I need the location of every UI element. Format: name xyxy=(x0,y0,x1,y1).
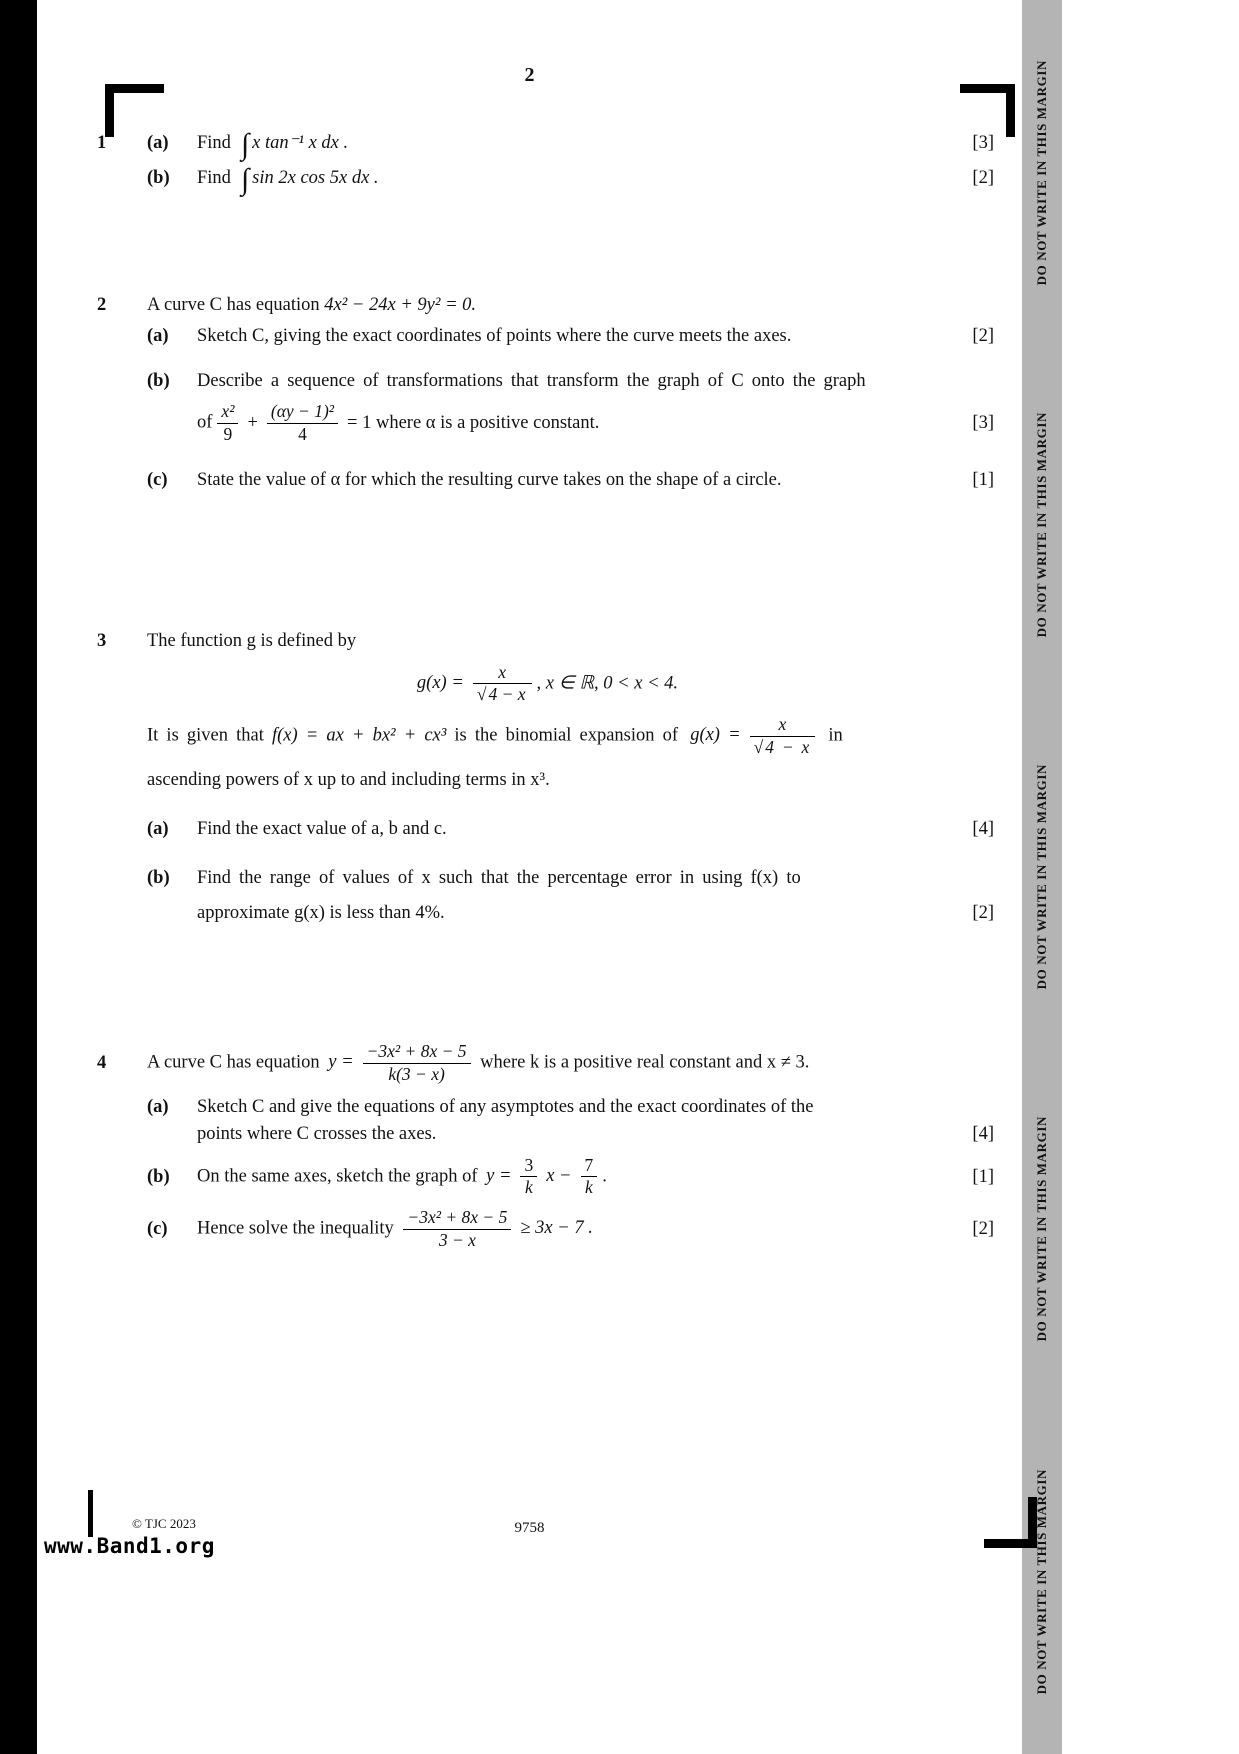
q4-part-c xyxy=(97,1208,994,1250)
math-expression: 4x² − 24x + 9y² = 0. xyxy=(324,295,477,315)
text-run: in xyxy=(820,725,843,746)
radical-sign: √ xyxy=(476,684,487,705)
radical-sign: √ xyxy=(753,736,764,757)
part-label: (c) xyxy=(147,1218,168,1239)
radicand: 4 − x xyxy=(765,736,810,757)
part-text xyxy=(197,1208,948,1250)
equation xyxy=(197,402,948,444)
margin-warning-text: DO NOT WRITE IN THIS MARGIN xyxy=(1034,1116,1049,1342)
question-3 xyxy=(97,628,994,926)
numerator: x² xyxy=(217,402,238,424)
denominator: 3 − x xyxy=(438,1229,476,1250)
q2-intro xyxy=(97,292,994,319)
part-text xyxy=(197,162,948,196)
part-label: (a) xyxy=(147,133,169,153)
q3-part-b-line1 xyxy=(97,865,994,892)
part-text xyxy=(197,128,948,161)
math-expression: sin 2x cos 5x dx . xyxy=(252,167,379,188)
marks: [3] xyxy=(972,133,994,153)
marks: [2] xyxy=(972,1218,994,1239)
intro-text xyxy=(147,1042,994,1084)
denominator: 4 xyxy=(298,424,307,445)
copyright: © TJC 2023 xyxy=(132,1516,196,1531)
denominator: k(3 − x) xyxy=(388,1063,445,1084)
text-run: A curve C has equation xyxy=(147,1052,325,1073)
q4-part-a-line1 xyxy=(97,1094,994,1121)
part-text: Find the exact value of a, b and c. xyxy=(197,819,447,839)
part-label: (a) xyxy=(147,1097,169,1118)
fraction xyxy=(267,402,338,444)
q4-part-b xyxy=(97,1156,994,1198)
numerator: −3x² + 8x − 5 xyxy=(363,1042,471,1064)
crop-mark-top-left xyxy=(105,84,164,137)
part-text: Sketch C and give the equations of any asymptotes and the exact coordinates of the xyxy=(197,1097,814,1118)
part-text: approximate g(x) is less than 4%. xyxy=(197,902,445,923)
question-1 xyxy=(97,128,994,196)
part-label: (b) xyxy=(147,867,170,888)
lhs: g(x) = xyxy=(690,725,741,746)
fraction xyxy=(473,663,532,705)
numerator: −3x² + 8x − 5 xyxy=(403,1208,511,1230)
text-run: It is given that xyxy=(147,725,272,746)
question-number: 2 xyxy=(97,295,107,315)
math-expression: x − xyxy=(546,1166,572,1187)
denominator xyxy=(750,737,816,758)
part-label: (a) xyxy=(147,819,169,839)
denominator: k xyxy=(524,1177,533,1198)
q2-part-c xyxy=(97,467,994,494)
q3-intro xyxy=(97,628,994,655)
paragraph: ascending powers of x up to and including terms in x³. xyxy=(147,770,550,791)
math-expression: f(x) = ax + bx² + cx³ xyxy=(271,725,447,746)
crop-mark-bottom-right xyxy=(984,1497,1037,1548)
part-label: (b) xyxy=(147,370,170,391)
numerator: x xyxy=(473,663,532,685)
q1-part-b xyxy=(97,162,994,196)
paragraph xyxy=(147,715,994,757)
question-number: 3 xyxy=(97,631,107,651)
question-number: 4 xyxy=(97,1052,107,1073)
text-run: Hence solve the inequality xyxy=(197,1218,399,1239)
part-label: (b) xyxy=(147,167,170,188)
part-label: (a) xyxy=(147,325,169,346)
lhs: y = xyxy=(328,1052,354,1073)
text-run: . xyxy=(602,1166,607,1187)
text-run: On the same axes, sketch the graph of xyxy=(197,1166,483,1187)
part-label: (c) xyxy=(147,469,168,490)
operator: + xyxy=(247,412,258,433)
q4-part-a-line2 xyxy=(97,1121,994,1148)
fraction xyxy=(750,715,816,757)
text-run: A curve C has equation xyxy=(147,295,325,315)
marks: [1] xyxy=(972,1166,994,1187)
condition: , x ∈ ℝ, 0 < x < 4. xyxy=(536,673,679,694)
math-expression: x tan⁻¹ x dx . xyxy=(252,133,349,153)
paper-code: 9758 xyxy=(514,1520,545,1536)
numerator: 7 xyxy=(581,1156,598,1178)
fraction xyxy=(520,1156,537,1198)
page-number: 2 xyxy=(524,64,535,86)
marks: [4] xyxy=(972,1124,994,1144)
marks: [2] xyxy=(972,325,994,346)
lhs: g(x) = xyxy=(416,673,464,694)
part-text: Find the range of values of x such that the percentage error in using f(x) to xyxy=(197,867,801,888)
q3-part-b-line2 xyxy=(97,900,994,927)
part-label: (b) xyxy=(147,1166,170,1187)
lhs: y = xyxy=(486,1166,512,1187)
part-text: Sketch C, giving the exact coordinates of points where the curve meets the axes. xyxy=(197,325,792,346)
math-expression: = 1 where α is a positive constant. xyxy=(347,412,600,433)
q1-part-a xyxy=(97,128,994,161)
question-number: 1 xyxy=(97,133,107,153)
part-text xyxy=(197,1156,948,1198)
numerator: (αy − 1)² xyxy=(267,402,338,424)
margin-warning-text: DO NOT WRITE IN THIS MARGIN xyxy=(1034,764,1049,990)
q3-paragraph-line1 xyxy=(97,715,994,757)
fraction xyxy=(581,1156,598,1198)
right-margin-stripe xyxy=(1022,0,1062,1754)
integral-sign: ∫ xyxy=(240,128,250,161)
marks: [2] xyxy=(972,167,994,188)
text-run: is the binomial expansion of xyxy=(446,725,687,746)
intro-text xyxy=(147,292,994,319)
margin-warning-text: DO NOT WRITE IN THIS MARGIN xyxy=(1034,412,1049,638)
text-run: where k is a positive real constant and x ≠ 3. xyxy=(475,1052,810,1073)
denominator: 9 xyxy=(223,424,233,445)
question-4 xyxy=(97,1042,994,1250)
denominator: k xyxy=(585,1177,593,1198)
marks: [1] xyxy=(972,469,994,490)
q2-part-b-equation xyxy=(97,402,994,444)
marks: [3] xyxy=(972,413,994,434)
denominator xyxy=(473,684,532,705)
watermark: www.Band1.org xyxy=(44,1534,215,1558)
q2-part-b-line1 xyxy=(97,368,994,395)
part-text: Describe a sequence of transformations that transform the graph of C onto the graph xyxy=(197,370,866,391)
part-text: points where C crosses the axes. xyxy=(197,1124,437,1144)
q4-intro xyxy=(97,1042,994,1084)
intro-text: The function g is defined by xyxy=(147,631,357,651)
part-text: State the value of α for which the resulting curve takes on the shape of a circle. xyxy=(197,469,782,490)
numerator: x xyxy=(750,715,816,737)
integral-sign: ∫ xyxy=(240,162,250,196)
text-run: Find xyxy=(197,167,231,188)
left-binding-bar xyxy=(0,0,37,1754)
marks: [4] xyxy=(972,819,994,839)
fraction xyxy=(217,402,238,444)
question-2 xyxy=(97,292,994,493)
radicand: 4 − x xyxy=(488,684,526,705)
q3-paragraph-line2 xyxy=(97,767,994,794)
margin-warning-text: DO NOT WRITE IN THIS MARGIN xyxy=(1034,60,1049,286)
q3-part-a xyxy=(97,816,994,843)
fraction xyxy=(403,1208,511,1250)
marks: [2] xyxy=(972,902,994,923)
margin-warning-text: DO NOT WRITE IN THIS MARGIN xyxy=(1034,1468,1049,1694)
page-body xyxy=(37,0,1022,1754)
math-expression: ≥ 3x − 7 . xyxy=(520,1218,593,1239)
crop-mark-bottom-left xyxy=(88,1490,93,1537)
numerator: 3 xyxy=(520,1156,537,1178)
q3-display-equation xyxy=(97,663,994,705)
text-run: Find xyxy=(197,133,231,153)
fraction xyxy=(363,1042,471,1084)
q2-part-a xyxy=(97,323,994,350)
crop-mark-top-right xyxy=(960,84,1015,137)
text-run: of xyxy=(197,412,213,433)
